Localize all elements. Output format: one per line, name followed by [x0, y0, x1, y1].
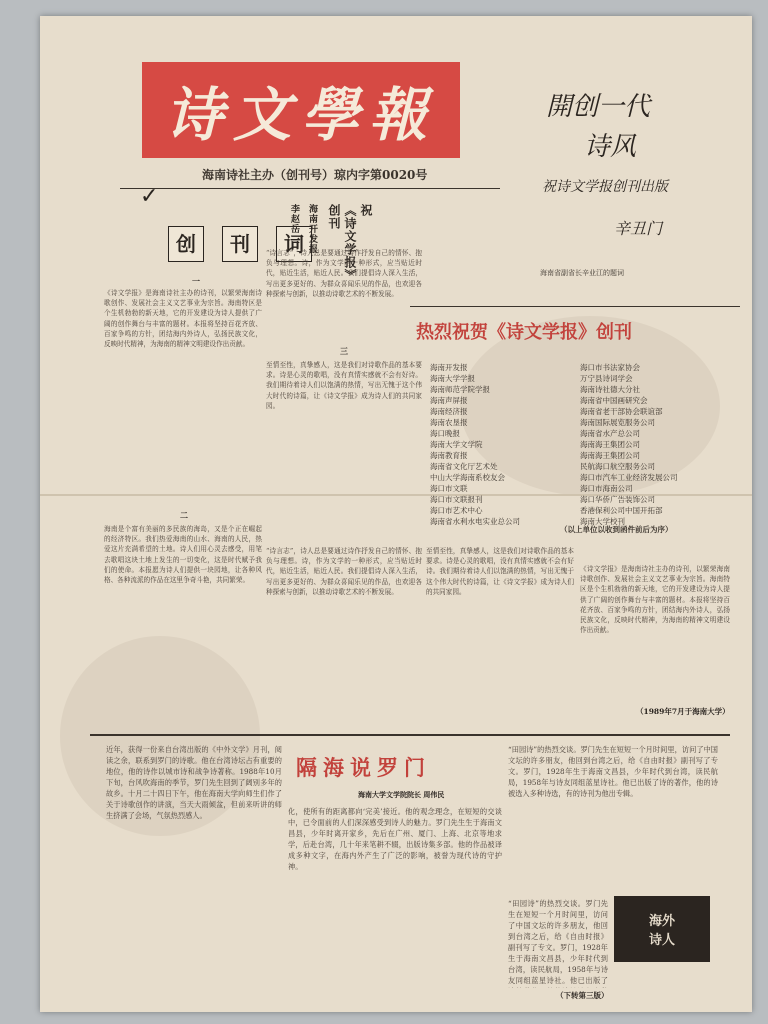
- section-divider: [90, 734, 730, 736]
- org-item: 海南省中国画研究会: [580, 396, 648, 405]
- org-item: 海南开发报: [430, 363, 468, 372]
- congrats-vertical-3: 创刊: [327, 204, 341, 230]
- editorial-col-1: 《诗文学报》是海南诗社主办的诗刊，以繁荣海南诗歌创作、发展社会主义文艺事业为宗旨。海南特区是个生机勃勃的新天地，它的开发建设为诗人提供了广阔的创作舞台与丰富的题材。本报将坚持百花齐放、百家争鸣的方针，团结海内外诗人，弘扬民族文化，反映时代精神，为海南的精神文明建设作出贡献。: [104, 289, 262, 349]
- editorial-footer: （1989年7月于海南大学）: [636, 707, 730, 716]
- org-item: 海南大学学报: [430, 374, 475, 383]
- org-item: 海口市文联报刊: [430, 495, 483, 504]
- org-item: 海南省文化厅艺术处: [430, 462, 498, 471]
- org-item: 海南经济报: [430, 407, 468, 416]
- congrats-footnote: （以上单位以收到函件前后为序）: [560, 525, 673, 534]
- org-item: 海口市文联: [430, 484, 468, 493]
- org-item: 海南教育报: [430, 451, 468, 460]
- editorial-col-4: 海南是个富有美丽的多民族的海岛，又是个正在崛起的经济特区。我们热爱海南的山水、海南的人民，热爱这片充满希望的土地。诗人们用心灵去感受，用笔去歌唱这块土地上发生的一切变化，这是时代赋予我们的使命。本报愿为诗人们提供一块园地，让各种风格、各种流派的作品在这里争奇斗艳，共同繁荣。: [104, 525, 262, 585]
- check-mark-icon: ✓: [140, 184, 159, 209]
- congrats-title: 热烈祝贺《诗文学报》创刊: [416, 322, 632, 343]
- editorial-col-6: 至情至性，真挚感人，这是我们对诗歌作品的基本要求。诗是心灵的歌唱，没有真情实感就不会有好诗。我们期待着诗人们以饱满的热情，写出无愧于这个伟大时代的诗篇，让《诗文学报》成为诗人们的共同家园。: [426, 547, 574, 596]
- congrats-vertical-5: 李赵岳: [289, 204, 299, 234]
- article-continued: （下转第三版）: [556, 991, 609, 1000]
- masthead-subtitle: 海南诗社主办（创刊号）琼内字第0020号: [202, 168, 428, 182]
- editorial-col-5: “诗言志”，诗人总是要通过诗作抒发自己的情怀、抱负与理想。诗，作为文学的一种形式，应当贴近时代，贴近生活，贴近人民。我们提倡诗人深入生活，写出更多更好的、为群众喜闻乐见的作品，也欢迎各种探索与创新，以推动诗歌艺术的不断发展。: [266, 547, 422, 596]
- org-item: 万宁县诗词学会: [580, 374, 633, 383]
- org-item: 海南省水利水电实业总公司: [430, 517, 520, 526]
- org-item: 海南大学校刊: [580, 517, 625, 526]
- congrats-vertical-4: 海南开发报: [307, 204, 317, 254]
- org-item: 民航海口航空服务公司: [580, 462, 655, 471]
- org-item: 中山大学海南系校友会: [430, 473, 505, 482]
- article-col-2: 化，使所有的距离都向‘完美’接近。他的观念理念，在短短的交谈中，已令面前的人们深深感受到诗人的魅力。罗门先生生于海南文昌县，少年时离开家乡，先后在广州、厦门、上海、北京等地求学，后赴台湾，几十年来笔耕不辍，出版诗集多部。他的作品被译成多种文字，在海内外产生了广泛的影响，被誉为现代诗的守护神。: [288, 807, 502, 871]
- section-number: 一: [192, 276, 200, 286]
- inscription-line2: 诗风: [584, 132, 637, 162]
- org-item: 海南农垦报: [430, 418, 468, 427]
- section-number: 三: [340, 346, 348, 356]
- org-item: 香港保利公司中国开拓部: [580, 506, 663, 515]
- article-author: 海南大学文学院院长 周伟民: [358, 790, 445, 799]
- section-number: 二: [180, 510, 188, 520]
- org-item: 海口晚报: [430, 429, 460, 438]
- article-col-4: “田园诗”的热烈交谈。罗门先生在短短一个月时间里，访问了中国文坛的许多朋友，他回到台湾之后，给《自由时报》副刊写了专文。罗门，1928年生于海南文昌县，少年时代到台湾，读民航局，1958年与诗友同组蓝星诗社。他已出版了: [508, 899, 608, 985]
- article-title: 隔海说罗门: [296, 755, 431, 780]
- org-item: 海口市汽车工业经济发展公司: [580, 473, 678, 482]
- editorial-title-char: 词: [276, 226, 312, 262]
- divider: [410, 306, 740, 307]
- logo-text-top: 海外: [648, 914, 675, 929]
- masthead-title: 诗文學報: [164, 81, 437, 149]
- org-item: 海南师范学院学报: [430, 385, 490, 394]
- inscription-line3: 祝诗文学报创刊出版: [542, 179, 668, 195]
- editorial-title-char: 刊: [222, 226, 258, 262]
- org-item: 海口华侨广告装饰公司: [580, 495, 655, 504]
- inscription-line1: 開创一代: [546, 92, 651, 122]
- editorial-col-3: 至情至性，真挚感人，这是我们对诗歌作品的基本要求。诗是心灵的歌唱，没有真情实感就不会有好诗。我们期待着诗人们以饱满的热情，写出无愧于这个伟大时代的诗篇，让《诗文学报》成为诗人们的共同家园。: [266, 361, 422, 410]
- org-item: 海南省老干部协会联谊部: [580, 407, 663, 416]
- org-item: 海南省水产总公司: [580, 429, 640, 438]
- org-item: 海口市艺术中心: [430, 506, 483, 515]
- editorial-col-7: 《诗文学报》是海南诗社主办的诗刊，以繁荣海南诗歌创作、发展社会主义文艺事业为宗旨。海南特区是个生机勃勃的新天地，它的开发建设为诗人提供了广阔的创作舞台与丰富的题材。本报将坚持百花齐放、百家争鸣的方针，团结海内外诗人，弘扬民族文化，反映时代精神，为海南的精神文明建设作出贡献。: [580, 565, 730, 635]
- article-col-1: 近年，获得一份来自台湾出版的《中外文学》月刊，阅读之余，联系到罗门的诗歌。他在台湾诗坛占有重要的地位，他的诗作以城市诗和战争诗著称。1988年10月下旬，台风吹海南的季节，罗门先生回到了阔别多年的故乡。十月二十四日下午，他在海南大学向师生们作了关于诗歌创作的讲演，当天大雨倾盆，但前来听讲的师生挤满了会场，气氛热烈感人。: [106, 745, 282, 820]
- article-col-3: “田园诗”的热烈交谈。罗门先生在短短一个月时间里，访问了中国文坛的许多朋友，他回到台湾之后，给《自由时报》副刊写了专文。罗门，1928年生于海南文昌县，少年时代到台湾，读民航局，1958年与诗友同组蓝星诗社。他已出版了诗的著作，他的诗被选入多种诗选，有的诗刊为他出专辑。: [508, 745, 718, 798]
- congrats-orgs-left: [430, 362, 520, 527]
- congrats-orgs-right: [580, 362, 678, 527]
- editorial-col-2: “诗言志”，诗人总是要通过诗作抒发自己的情怀、抱负与理想。诗，作为文学的一种形式，应当贴近时代，贴近生活，贴近人民。我们提倡诗人深入生活，写出更多更好的、为群众喜闻乐见的作品，也欢迎各种探索与创新，以推动诗歌艺术的不断发展。: [266, 249, 422, 298]
- logo-text-bottom: 诗人: [648, 933, 675, 948]
- org-item: 海南诗社德大分社: [580, 385, 640, 394]
- org-item: 海口市书法家协会: [580, 363, 640, 372]
- congrats-vertical-2: 《诗文学报》: [343, 204, 357, 282]
- org-item: 海南大学文学院: [430, 440, 483, 449]
- org-item: 海口市海南公司: [580, 484, 633, 493]
- editorial-title-char: 创: [168, 226, 204, 262]
- org-item: 海南国际展览服务公司: [580, 418, 655, 427]
- newspaper-page: [40, 16, 752, 1012]
- inscription-caption: 海南省副省长辛业江的题词: [540, 269, 624, 277]
- congrats-vertical-1: 祝: [359, 204, 373, 217]
- org-item: 海南声屏报: [430, 396, 468, 405]
- overseas-poet-logo: [614, 896, 710, 962]
- org-item: 海南海王集团公司: [580, 451, 640, 460]
- inscription-signature: 辛丑门: [614, 219, 663, 238]
- masthead: [142, 62, 460, 158]
- org-item: 海南海王集团公司: [580, 440, 640, 449]
- divider: [120, 188, 500, 189]
